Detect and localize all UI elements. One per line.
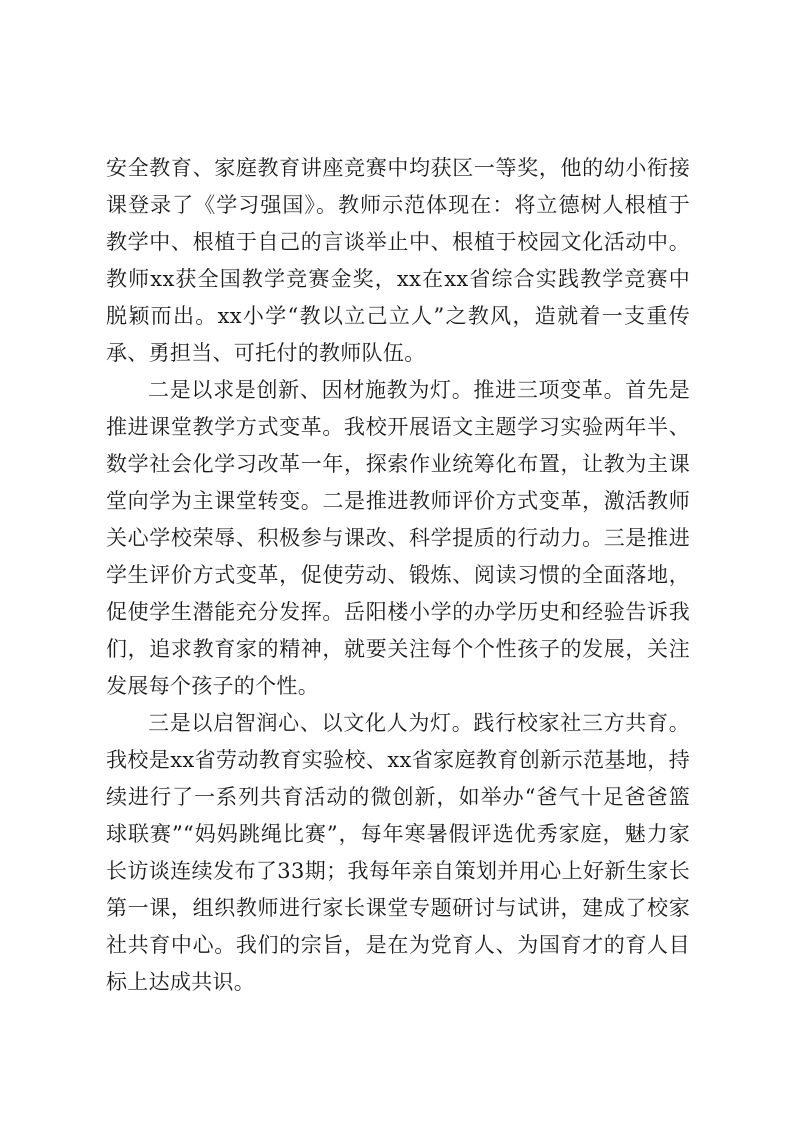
document-body xyxy=(106,150,690,1001)
paragraph-1: 安全教育、家庭教育讲座竞赛中均获区一等奖，他的幼小衔接课登录了《学习强国》。教师示范体现在：将立德树人根植于教学中、根植于自己的言谈举止中、根植于校园文化活动中。教师xx获全国教学竞赛金奖，xx在xx省综合实践教学竞赛中脱颖而出。xx小学“教以立己立人”之教风，造就着一支重传承、勇担当、可托付的教师队伍。 xyxy=(106,156,690,365)
paragraph-2: 二是以求是创新、因材施教为灯。推进三项变革。首先是推进课堂教学方式变革。我校开展语文主题学习实验两年半、数学社会化学习改革一年，探索作业统筹化布置，让教为主课堂向学为主课堂转变。二是推进教师评价方式变革，激活教师关心学校荣辱、积极参与课改、科学提质的行动力。三是推进学生评价方式变革，促使劳动、锻炼、阅读习惯的全面落地，促使学生潜能充分发挥。岳阳楼小学的办学历史和经验告诉我们，追求教育家的精神，就要关注每个个性孩子的发展，关注发展每个孩子的个性。 xyxy=(106,378,690,698)
paragraph-3: 三是以启智润心、以文化人为灯。践行校家社三方共育。我校是xx省劳动教育实验校、xx省家庭教育创新示范基地，持续进行了一系列共育活动的微创新，如举办“爸气十足爸爸篮球联赛”“妈妈跳绳比赛”，每年寒暑假评选优秀家庭，魅力家长访谈连续发布了33期；我每年亲自策划并用心上好新生家长第一课，组织教师进行家长课堂专题研讨与试讲，建成了校家社共育中心。我们的宗旨，是在为党育人、为国育才的育人目标上达成共识。 xyxy=(106,711,690,994)
